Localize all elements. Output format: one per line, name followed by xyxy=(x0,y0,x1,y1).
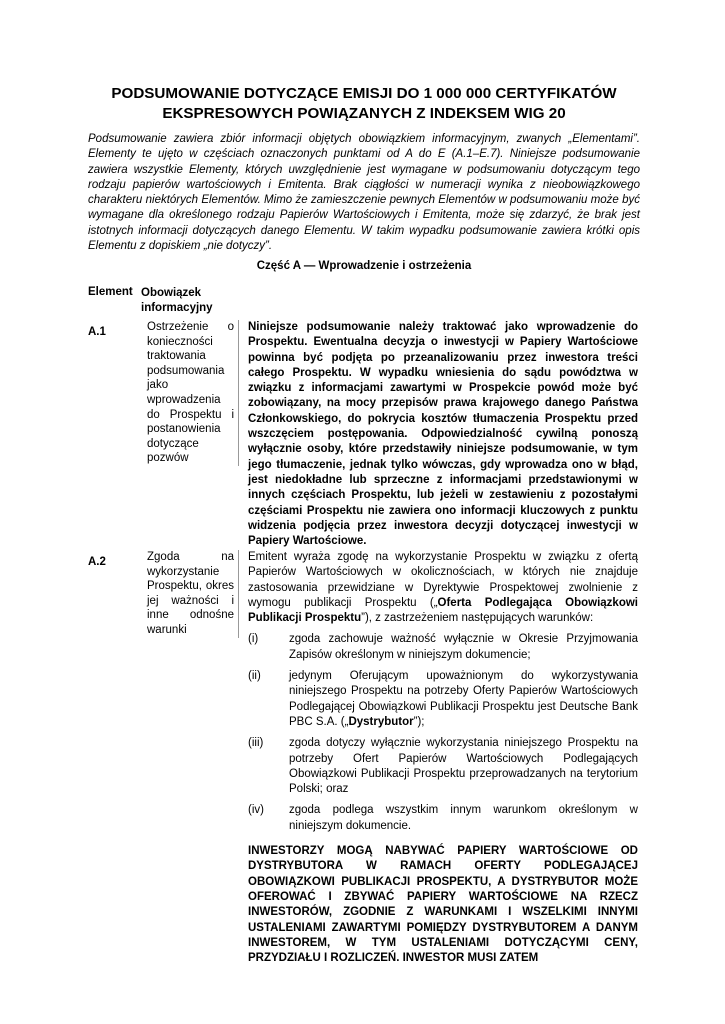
element-id-a2: A.2 xyxy=(88,556,106,568)
condition-item: (iii) zgoda dotyczy wyłącznie wykorzystania niniejszego Prospektu na potrzeby Ofert Papierów Wartościowych Podlegających Obowiązkowi Publikacji Prospektu przeprowadzanych na terytorium Polski; oraz xyxy=(248,737,638,796)
intro-paragraph: Podsumowanie zawiera zbiór informacji objętych obowiązkiem informacyjnym, zwanych „Elementami”. Elementy te ujęto w częściach oznaczonych punktami od A do E (A.1–E.7). Niniejsze podsumowanie zawiera wszystkie Elementy, których uwzględnienie jest wymagane w podsumowaniu dotyczącym tego rodzaju papierów wartościowych i Emitenta. Brak ciągłości w numeracji wynika z nieobowiązkowego charakteru niektórych Elementów. Mimo że zamieszczenie pewnych Elementów w podsumowaniu może być wymagane dla określonego rodzaju Papierów Wartościowych i Emitenta, może się zdarzyć, że brak jest istotnych informacji dotyczących danego Elementu. W takim wypadku podsumowanie zawiera krótki opis Elementu z dopiskiem „nie dotyczy”. xyxy=(88,133,640,253)
element-body-a2 xyxy=(248,550,638,966)
condition-item: (ii) jedynym Oferującym upoważnionym do wykorzystywania niniejszego Prospektu na potrzeby Oferty Papierów Wartościowych Podlegającej Obowiązkowi Publikacji Prospektu jest Deutsche Bank PBC S.A. („Dystrybutor”); xyxy=(248,670,638,728)
document-title: PODSUMOWANIE DOTYCZĄCE EMISJI DO 1 000 000 CERTYFIKATÓW EKSPRESOWYCH POWIĄZANYCH Z INDEKSEM WIG 20 xyxy=(111,85,617,122)
element-id-a1: A.1 xyxy=(88,326,106,338)
a2-intro-text: Emitent wyraża zgodę na wykorzystanie Prospektu w związku z ofertą Papierów Wartościowych w okolicznościach, w których nie znajduje zastosowania przewidziane w Dyrektywie Prospektowej zwolnienie z wymogu publikacji Prospektu („Oferta Podlegająca Obowiązkowi Publikacji Prospektu”), z zastrzeżeniem następujących warunków: xyxy=(248,551,638,625)
part-a-heading: Część A — Wprowadzenie i ostrzeżenia xyxy=(256,260,472,272)
column-header-element: Element xyxy=(88,286,133,298)
column-header-obligation: Obowiązek informacyjny xyxy=(141,287,213,314)
element-label-a1: Ostrzeżenie o konieczności traktowania podsumowania jako wprowadzenia do Prospektu i postanowienia dotyczące pozwów xyxy=(147,320,239,466)
element-label-a2: Zgoda na wykorzystanie Prospektu, okres jej ważności i inne odnośne warunki xyxy=(147,550,239,638)
element-body-a1: Niniejsze podsumowanie należy traktować jako wprowadzenie do Prospektu. Ewentualna decyzja o inwestycji w Papiery Wartościowe powinna być podjęta po przeanalizowaniu przez inwestora treści całego Prospektu. W wypadku wniesienia do sądu powództwa w związku z informacjami zawartymi w Prospekcie powód może być zobowiązany, na mocy przepisów prawa krajowego danego Państwa Członkowskiego, do pokrycia kosztów tłumaczenia Prospektu przed wszczęciem postępowania. Odpowiedzialność cywilną ponoszą wyłącznie osoby, które przedstawiły niniejsze podsumowanie, w tym jego tłumaczenie, jednak tylko wówczas, gdy wprowadza ono w błąd, jest niedokładne lub sprzeczne z informacjami przedstawionymi w innych częściach Prospektu, lub jeżeli w zestawieniu z pozostałymi częściami Prospektu nie zawiera ono informacji kluczowych z punktu widzenia podjęcia przez inwestora decyzji dotyczącej inwestycji w Papiery Wartościowe. xyxy=(248,321,638,548)
condition-item: (i) zgoda zachowuje ważność wyłącznie w Okresie Przyjmowania Zapisów określonym w niniejszym dokumencie; xyxy=(248,633,638,661)
investor-notice-caps: INWESTORZY MOGĄ NABYWAĆ PAPIERY WARTOŚCIOWE OD DYSTRYBUTORA W RAMACH OFERTY PODLEGAJĄCEJ OBOWIĄZKOWI PUBLIKACJI PROSPEKTU, A DYSTRYBUTOR MOŻE OFEROWAĆ I ZBYWAĆ PAPIERY WARTOŚCIOWE NA RZECZ INWESTORÓW, ZGODNIE Z WARUNKAMI I WSZELKIMI INNYMI USTALENIAMI ZAWARTYMI POMIĘDZY DYSTRYBUTOREM A DANYM INWESTOREM, W TYM USTALENIAMI DOTYCZĄCYMI CENY, PRZYDZIAŁU I ROZLICZEŃ. INWESTOR MUSI ZATEM xyxy=(248,845,638,965)
condition-item: (iv) zgoda podlega wszystkim innym warunkom określonym w niniejszym dokumencie. xyxy=(248,804,638,832)
defined-term-distributor: Dystrybutor xyxy=(348,715,414,728)
defined-term-offer: Oferta Podlegająca Obowiązkowi Publikacji Prospektu xyxy=(248,596,638,625)
